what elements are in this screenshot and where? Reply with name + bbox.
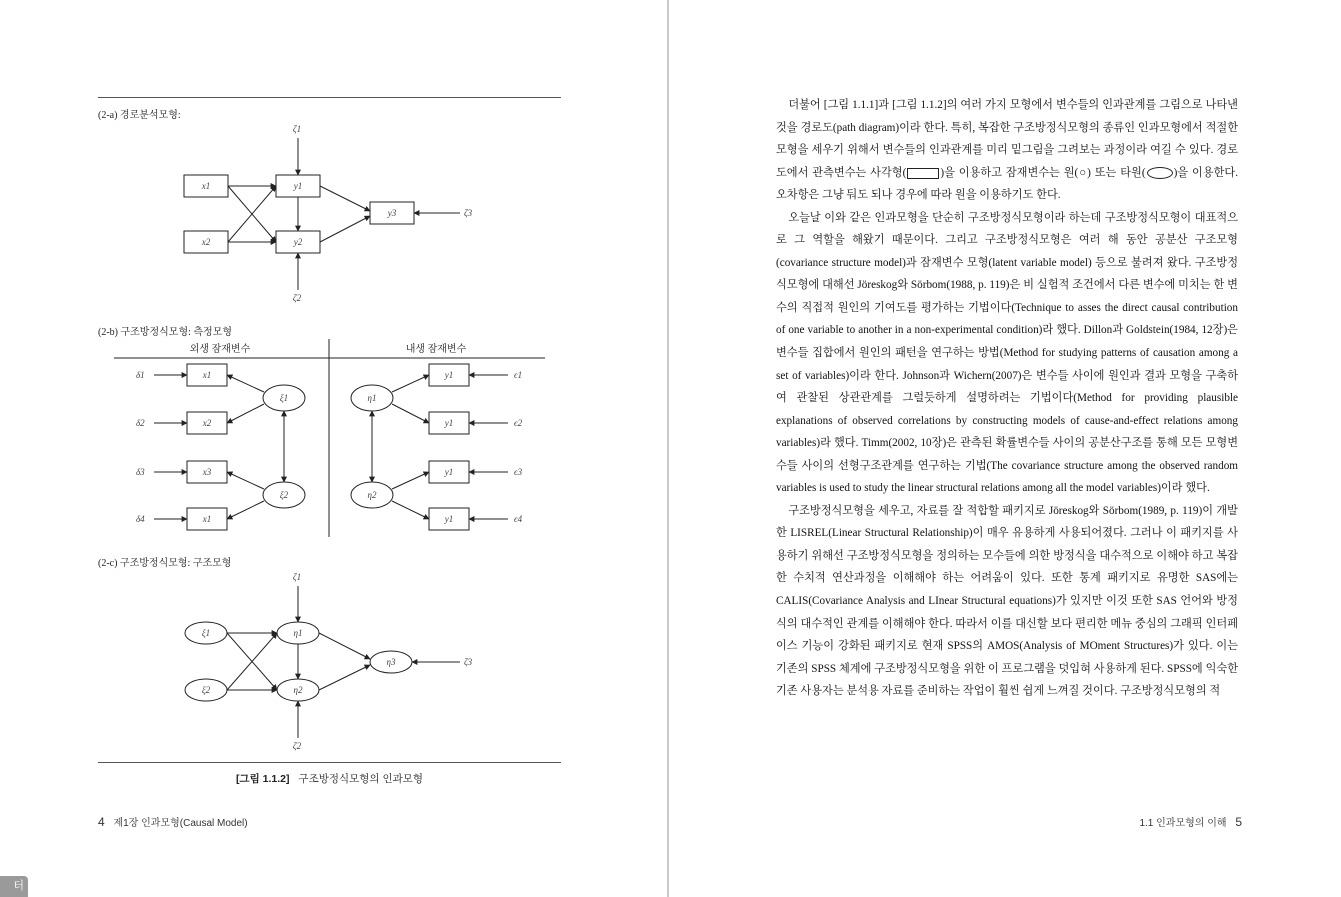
epsilon3-label: ϵ3 bbox=[514, 467, 523, 477]
exogenous-header: 외생 잠재변수 bbox=[189, 344, 251, 355]
y-box-1-label: y1 bbox=[444, 370, 454, 380]
delta1-label: δ1 bbox=[136, 370, 145, 380]
top-rule bbox=[98, 97, 561, 98]
x-box-3-label: x3 bbox=[202, 467, 212, 477]
epsilon1-label: ϵ1 bbox=[514, 370, 523, 380]
eta1-label: η1 bbox=[367, 393, 377, 403]
delta4-label: δ4 bbox=[136, 514, 145, 524]
rectangle-symbol bbox=[907, 168, 939, 179]
viewer-tab-stub[interactable]: 터 bbox=[0, 876, 28, 897]
eta2-label: η2 bbox=[367, 490, 377, 500]
y-box-4-label: y1 bbox=[444, 514, 454, 524]
delta2-label: δ2 bbox=[136, 418, 145, 428]
section-title: 1.1 인과모형의 이해 bbox=[1139, 818, 1227, 829]
x2-label: x2 bbox=[201, 237, 211, 247]
eta1-c-label: η1 bbox=[293, 628, 303, 638]
delta3-label: δ3 bbox=[136, 467, 145, 477]
figure-caption bbox=[98, 771, 561, 786]
left-footer bbox=[98, 814, 248, 829]
epsilon4-label: ϵ4 bbox=[514, 514, 523, 524]
epsilon2-label: ϵ2 bbox=[514, 418, 523, 428]
measurement-model-diagram bbox=[98, 337, 561, 537]
left-page bbox=[0, 0, 667, 897]
body-text bbox=[776, 94, 1238, 703]
right-footer bbox=[1139, 814, 1242, 829]
xi1-c-label: ξ1 bbox=[201, 628, 211, 638]
paragraph-3: 구조방정식모형을 세우고, 자료를 잘 적합할 패키지로 Jöreskog와 Sörbom(1989, p. 119)이 개발한 LISREL(Linear Structural Relationship)이 매우 유용하게 사용되어졌다. 그러나 이 패키지를 사용하기 위해선 구조방정식모형을 정의하는 모수들에 의한 방정식을 대수적으로 이해야 하고 복잡한 수치적 연산과정을 이해해야 하는 어려움이 있다. 또한 통계 패키지로 유명한 SAS에는 CALIS(Covariance Analysis and LInear Structural equations)가 있지만 이것 또한 SAS 언어와 방정식의 대수적인 관계를 이해해야 한다. 따라서 이를 대신할 보다 편리한 메뉴 중심의 그래픽 인터페이스 기능이 강화된 패키지로 현재 SPSS의 AMOS(Analysis of MOment Structures)가 있다. 이는 기존의 SPSS 체계에 구조방정식모형을 위한 이 프로그램을 덧입혀 사용하게 된다. SPSS에 익숙한 기존 사용자는 분석용 자료를 준비하는 작업이 훨씬 쉽게 느껴질 것이다. 구조방정식모형의 적 bbox=[776, 504, 1238, 698]
zeta2-label: ζ2 bbox=[292, 293, 302, 303]
figure-title: 구조방정식모형의 인과모형 bbox=[298, 773, 424, 785]
fig-b-caption: (2-b) 구조방정식모형: 측정모형 bbox=[98, 327, 233, 338]
eta3-c-label: η3 bbox=[386, 657, 396, 667]
fig-c-caption: (2-c) 구조방정식모형: 구조모형 bbox=[98, 558, 232, 569]
x1-label: x1 bbox=[201, 181, 211, 191]
xi1-label: ξ1 bbox=[279, 393, 289, 403]
xi2-c-label: ξ2 bbox=[201, 685, 211, 695]
xi2-label: ξ2 bbox=[279, 490, 289, 500]
zeta2-c-label: ζ2 bbox=[292, 741, 302, 751]
zeta1-c-label: ζ1 bbox=[292, 572, 302, 582]
right-page-number: 5 bbox=[1235, 815, 1242, 829]
y-box-3-label: y1 bbox=[444, 467, 454, 477]
y3-label: y3 bbox=[387, 208, 397, 218]
x-box-1-label: x1 bbox=[202, 370, 212, 380]
eta2-c-label: η2 bbox=[293, 685, 303, 695]
bottom-rule bbox=[98, 762, 561, 763]
x-box-4-label: x1 bbox=[202, 514, 212, 524]
left-page-number: 4 bbox=[98, 815, 105, 829]
path-analysis-diagram bbox=[98, 118, 561, 308]
paragraph-1: 더불어 [그림 1.1.1]과 [그림 1.1.2]의 여러 가지 모형에서 변수들의 인과관계를 그림으로 나타낸 것을 경로도(path diagram)이라 한다. 특히, 복잡한 구조방정식모형의 종류인 인과모형에서 적절한 모형을 세우기 위해서 변수들의 인과관계를 미리 밑그림을 그려보는 과정이라 여길 수 있다. 경로도에서 관측변수는 사각형( )을 이용하고 잠재변수는 원(○) 또는 타원( )을 이용한다. 오차항은 그냥 둬도 되나 경우에 따라 원을 이용하기도 한다. bbox=[776, 99, 1239, 202]
right-page bbox=[669, 0, 1341, 897]
x-box-2-label: x2 bbox=[202, 418, 212, 428]
figure-number: [그림 1.1.2] bbox=[235, 773, 290, 785]
paragraph-2: 오늘날 이와 같은 인과모형을 단순히 구조방정식모형이라 하는데 구조방정식모형이 대표적으로 그 역할을 해왔기 때문이다. 그리고 구조방정식모형은 여러 해 동안 공분산 구조모형(covariance structure model)과 잠재변수 모형(latent variable model) 등으로 불려져 왔다. 구조방정식모형에 대해선 Jöreskog와 Sörbom(1988, p. 119)은 비 실험적 조건에서 다른 변수에 미치는 한 변수의 직접적 원인의 기여도를 평가하는 기법이다(Technique to asses the direct causal contribution of one variable to another in a non-experimental condition)라 했다. Dillon과 Goldstein(1984, 12장)은 변수들 집합에서 원인의 패턴을 연구하는 방법(Method for studying patterns of causation among a set of variables)이라 한다. Johnson과 Wichern(2007)은 변수들 사이에 원인과 결과 모형을 구축하여 관찰된 상관관계를 그럴듯하게 설명하려는 기법이다(Method for providing plausible explanations of observed correlations by constructing models of cause-and-effect relations among variables)라 했다. Timm(2002, 10장)은 관측된 확률변수들 사이의 공분산구조를 통해 모든 모형변수들 사이의 선형구조관계를 연구하는 기법(The covariance structure among the observed random variables is used to study the linear structural relations among all the model variables)이라 했다. bbox=[776, 211, 1238, 495]
endogenous-header: 내생 잠재변수 bbox=[405, 344, 467, 355]
fig-a-caption: (2-a) 경로분석모형: bbox=[98, 110, 181, 121]
y-box-2-label: y1 bbox=[444, 418, 454, 428]
ellipse-symbol bbox=[1147, 167, 1173, 179]
zeta1-label: ζ1 bbox=[292, 124, 302, 134]
y1-label: y1 bbox=[293, 181, 303, 191]
structural-model-diagram bbox=[98, 566, 561, 756]
y2-label: y2 bbox=[293, 237, 303, 247]
zeta3-c-label: ζ3 bbox=[464, 657, 473, 667]
chapter-title: 제1장 인과모형(Causal Model) bbox=[113, 818, 248, 829]
zeta3-label: ζ3 bbox=[464, 208, 473, 218]
